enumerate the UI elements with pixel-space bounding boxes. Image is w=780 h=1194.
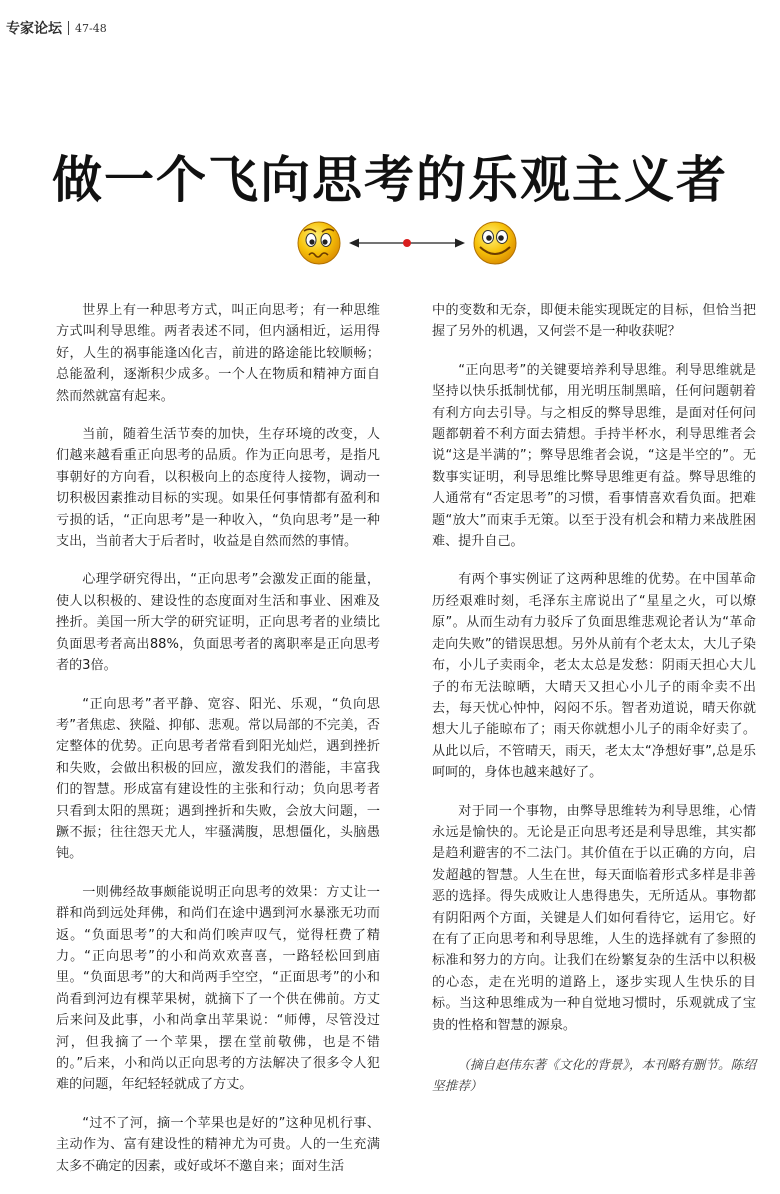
title-ornament	[295, 215, 520, 271]
paragraph: 有两个事实例证了这两种思维的优势。在中国革命历经艰难时刻，毛泽东主席说出了“星星之火，可以燎原”。从而生动有力驳斥了负面思维悲观论者认为“革命走向失败”的错误思想。另外从前有个老太太，大儿子染布，小儿子卖雨伞，老太太总是发愁：阴雨天担心大儿子的布无法晾晒，大晴天又担心小儿子的雨伞卖不出去，每天忧心忡忡，闷闷不乐。智者劝道说，晴天你就想大儿子能晾布了；雨天你就想小儿子的雨伞好卖了。从此以后，不管晴天，雨天，老太太“净想好事”,总是乐呵呵的，身体也越来越好了。	[432, 572, 756, 781]
smiling-face-icon	[474, 222, 516, 264]
page-header	[6, 18, 107, 38]
paragraph: 心理学研究得出，“正向思考”会激发正面的能量，使人以积极的、建设性的态度面对生活和事业、困难及挫折。美国一所大学的研究证明，正向思考者的业绩比负面思考者高出88%，负面思考者的离职率是正向思考者的3倍。	[56, 572, 380, 674]
paragraph: “过不了河，摘一个苹果也是好的”这种见机行事、主动作为、富有建设性的精神尤为可贵。人的一生充满太多不确定的因素，或好或坏不邀自来；面对生活	[56, 1115, 380, 1174]
paragraph: “正向思考”的关键要培养利导思维。利导思维就是坚持以快乐抵制忧郁，用光明压制黑暗，任何问题朝着有利方向去引导。与之相反的弊导思维，是面对任何问题都朝着不利方面去猜想。手持半杯水，利导思维者会说“这是半满的”；弊导思维者会说，“这是半空的”。无数事实证明，利导思维比弊导思维更有益。弊导思维的人通常有“否定思考”的习惯，看事情喜欢看负面。把难题“放大”而束手无策。以至于没有机会和精力来战胜困难、提升自己。	[432, 362, 756, 550]
source-note: （摘自赵伟东著《文化的背景》，本刊略有删节。陈绍坚推荐）	[432, 1057, 756, 1094]
article-column-right	[432, 300, 756, 1114]
paragraph: “正向思考”者平静、宽容、阳光、乐观，“负向思考”者焦虑、狭隘、抑郁、悲观。常以局部的不完美，否定整体的优势。正向思考者常看到阳光灿烂，遇到挫折和失败，会做出积极的回应，激发我们的潜能，丰富我们的智慧。形成富有建设性的主张和行动；负向思考者只看到太阳的黑斑；遇到挫折和失败，会放大问题，一蹶不振；往往怨天尤人，牢骚满腹，思想僵化，头脑愚钝。	[56, 696, 380, 862]
worried-face-icon	[298, 222, 340, 264]
page-numbers: 47-48	[75, 21, 107, 35]
paragraph: 对于同一个事物，由弊导思维转为利导思维，心情永远是愉快的。无论是正向思考还是利导思维，其实都是趋利避害的不二法门。其价值在于以正确的方向，启发超越的智慧。人生在世，每天面临着形式多样是非善恶的选择。得失成败让人患得患失，无所适从。事物都有阴阳两个方面，关键是人们如何看待它，运用它。好在有了正向思考和利导思维，人生的选择就有了参照的标准和努力的方向。让我们在纷繁复杂的生活中以积极的心态，走在光明的道路上，逐步实现人生快乐的目标。当这种思维成为一种自觉地习惯时，乐观就成了宝贵的性格和智慧的源泉。	[432, 803, 756, 1033]
section-name: 专家论坛	[6, 21, 62, 37]
paragraph: 世界上有一种思考方式，叫正向思考；有一种思维方式叫利导思维。两者表述不同，但内涵相近，运用得好，人生的祸事能逢凶化吉，前进的路途能比较顺畅；总能盈利，逐渐积少成多。一个人在物质和精神方面自然而然就富有起来。	[56, 303, 380, 404]
paragraph: 中的变数和无奈，即便未能实现既定的目标，但恰当把握了另外的机遇，又何尝不是一种收获呢？	[432, 303, 756, 340]
paragraph: 当前，随着生活节奏的加快，生存环境的改变，人们越来越看重正向思考的品质。作为正向思考，是指凡事朝好的方向看，以积极向上的态度待人接物，调动一切积极因素推动目标的实现。如果任何事情都有盈利和亏损的话，“正向思考”是一种收入，“负向思考”是一种支出，当前者大于后者时，收益是自然而然的事情。	[56, 427, 380, 550]
article-column-left	[56, 300, 380, 1194]
double-arrow-icon	[349, 239, 465, 248]
article-title: 做一个飞向思考的乐观主义者	[52, 151, 728, 209]
header-divider	[68, 21, 69, 35]
paragraph: 一则佛经故事颇能说明正向思考的效果：方丈让一群和尚到远处拜佛，和尚们在途中遇到河水暴涨无功而返。“负面思考”的大和尚们唉声叹气，觉得枉费了精力。“正向思考”的小和尚欢欢喜喜，一路轻松回到庙里。“负面思考”的大和尚两手空空，“正面思考”的小和尚看到河边有棵苹果树，就摘下了一个供在佛前。方丈后来问及此事，小和尚拿出苹果说：“师傅，尽管没过河，但我摘了一个苹果，摆在堂前敬佛，也是不错的。”后来，小和尚以正向思考的方法解决了很多令人犯难的问题，年纪轻轻就成了方丈。	[56, 884, 380, 1093]
